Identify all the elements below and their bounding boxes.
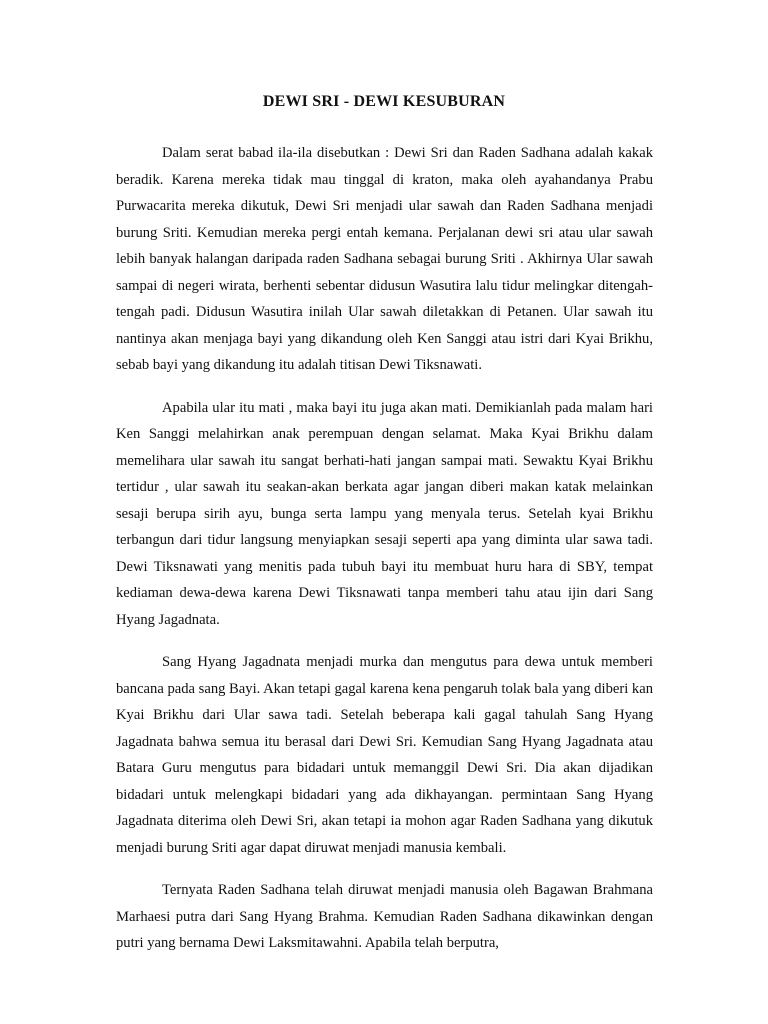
document-title: DEWI SRI - DEWI KESUBURAN xyxy=(262,93,506,110)
document-body xyxy=(116,140,653,973)
paragraph: Dalam serat babad ila-ila disebutkan : Dewi Sri dan Raden Sadhana adalah kakak beradik. Karena mereka tidak mau tinggal di kraton, maka oleh ayahandanya Prabu Purwacarita mereka dikutuk, Dewi Sri menjadi ular sawah dan Raden Sadhana menjadi burung Sriti. Kemudian mereka pergi entah kemana. Perjalanan dewi sri atau ular sawah lebih banyak halangan daripada raden Sadhana sebagai burung Sriti . Akhirnya Ular sawah sampai di negeri wirata, berhenti sebentar didusun Wasutira lalu tidur melingkar ditengah-tengah padi. Didusun Wasutira inilah Ular sawah diletakkan di Petanen. Ular sawah itu nantinya akan menjaga bayi yang dikandung oleh Ken Sanggi atau istri dari Kyai Brikhu, sebab bayi yang dikandung itu adalah titisan Dewi Tiksnawati. xyxy=(116,145,653,373)
paragraph: Apabila ular itu mati , maka bayi itu juga akan mati. Demikianlah pada malam hari Ken Sanggi melahirkan anak perempuan dengan selamat. Maka Kyai Brikhu dalam memelihara ular sawah itu sangat berhati-hati jangan sampai mati. Sewaktu Kyai Brikhu tertidur , ular sawah itu seakan-akan berkata agar jangan diberi makan katak melainkan sesaji berupa sirih ayu, bunga serta lampu yang menyala terus. Setelah kyai Brikhu terbangun dari tidur langsung menyiapkan sesaji seperti apa yang diminta ular sawa tadi. Dewi Tiksnawati yang menitis pada tubuh bayi itu membuat huru hara di SBY, tempat kediaman dewa-dewa karena Dewi Tiksnawati tanpa memberi tahu atau ijin dari Sang Hyang Jagadnata. xyxy=(116,399,653,628)
paragraph: Ternyata Raden Sadhana telah diruwat menjadi manusia oleh Bagawan Brahmana Marhaesi putra dari Sang Hyang Brahma. Kemudian Raden Sadhana dikawinkan dengan putri yang bernama Dewi Laksmitawahni. Apabila telah berputra, xyxy=(116,882,653,951)
paragraph: Sang Hyang Jagadnata menjadi murka dan mengutus para dewa untuk memberi bancana pada sang Bayi. Akan tetapi gagal karena kena pengaruh tolak bala yang diberi kan Kyai Brikhu dari Ular sawa tadi. Setelah beberapa kali gagal tahulah Sang Hyang Jagadnata bahwa semua itu berasal dari Dewi Sri. Kemudian Sang Hyang Jagadnata atau Batara Guru mengutus para bidadari untuk memanggil Dewi Sri. Dia akan dijadikan bidadari untuk melengkapi bidadari yang ada dikhayangan. permintaan Sang Hyang Jagadnata diterima oleh Dewi Sri, akan tetapi ia mohon agar Raden Sadhana yang dikutuk menjadi burung Sriti agar dapat diruwat menjadi manusia kembali. xyxy=(116,654,653,856)
